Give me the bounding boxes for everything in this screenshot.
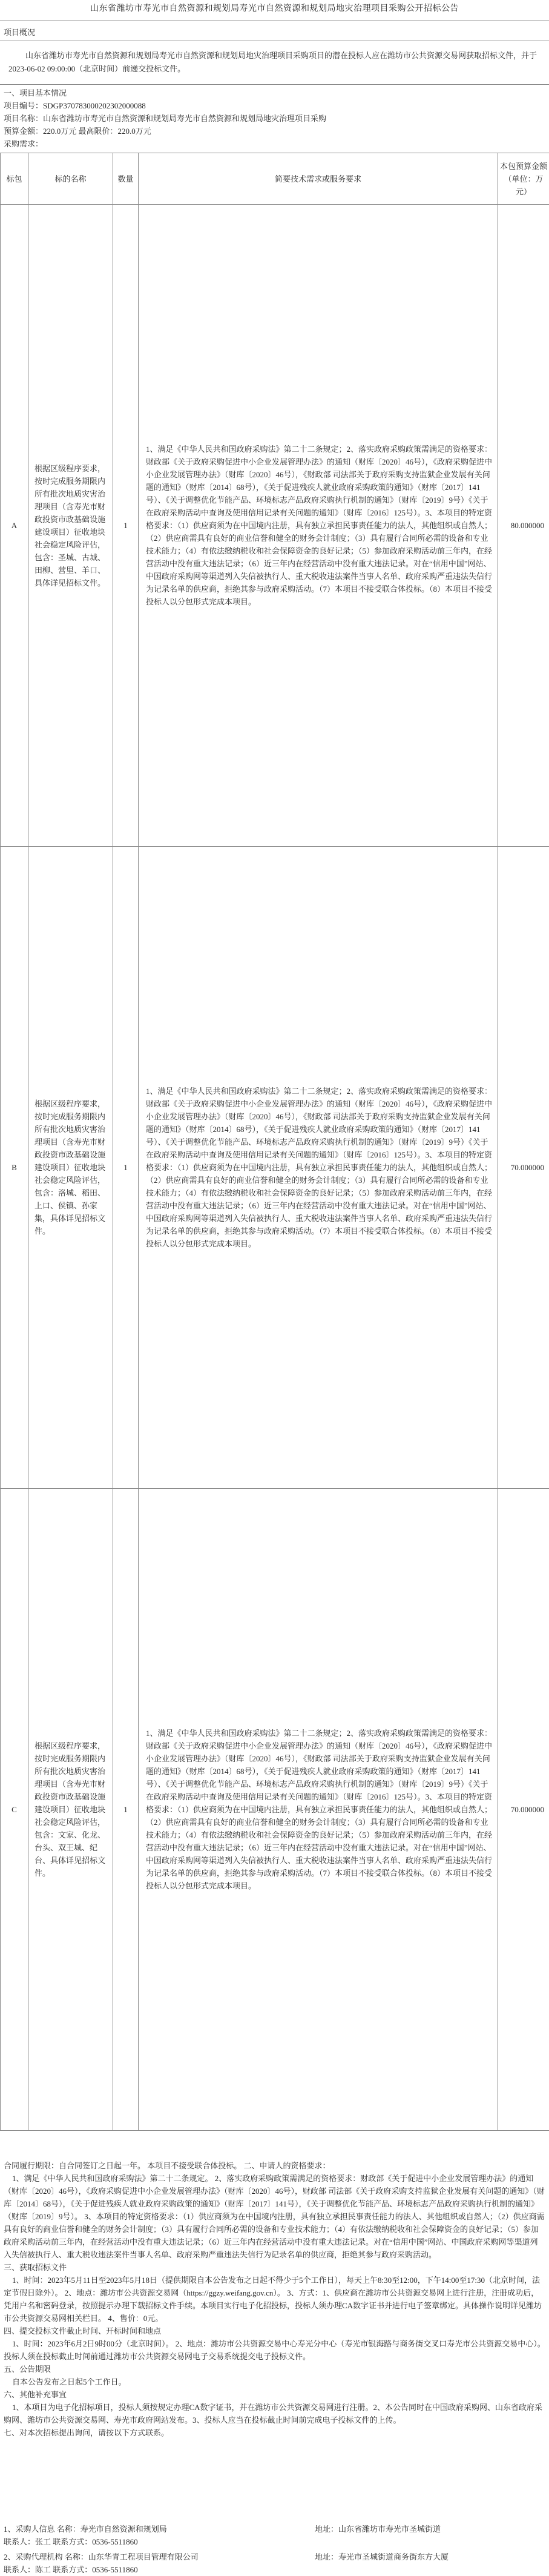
- section-heading: 一、项目基本情况: [4, 88, 67, 98]
- row-seq: C: [1, 1489, 28, 2131]
- row-name: 根据区级程序要求，按时完成服务期限内所有批次地质灾害治理项目（含寿光市财政投资市政基础设施建设项目）征收地块社会稳定风险评估，包含：文家、化龙、台头、双王城、纪台、具体详见招标文件。: [28, 1489, 113, 2131]
- row-num: 1: [113, 205, 139, 847]
- table-header-row: [1, 153, 549, 205]
- agent-contact: 联系人：陈工 联系方式：0536-5511860: [4, 2565, 138, 2574]
- header-req: 简要技术需求或服务要求: [139, 153, 498, 205]
- row-budget: 70.000000: [498, 1489, 549, 2131]
- row-seq: B: [1, 847, 28, 1489]
- buyer-address: 地址：山东省潍坊市寿光市圣城街道: [315, 2525, 441, 2534]
- contact-heading: 七、对本次招标提出询问，请按以下方式联系。: [4, 2428, 169, 2437]
- notice-heading: 五、公告期限: [4, 2365, 51, 2374]
- submit-heading: 四、提交投标文件截止时间、开标时间和地点: [4, 2326, 162, 2336]
- contract-period: 合同履行期限：自合同签订之日起一年。 本项目不接受联合体投标。 二、申请人的资格要求：: [4, 2161, 330, 2170]
- demand-label: 采购需求：: [4, 139, 44, 148]
- package-table-wrapper: [0, 153, 549, 2133]
- notice-text: 自本公告发布之日起5个工作日。: [12, 2377, 127, 2386]
- announcement-table: [0, 21, 549, 2574]
- row-requirement: 1、满足《中华人民共和国政府采购法》第二十二条规定；2、落实政府采购政策需满足的资格要求：财政部《关于政府采购促进中小企业发展管理办法》的通知（财库〔2020〕46号），《政府采购促进中小企业发展管理办法》（财库〔2020〕46号），《财政部 司法部关于政府采购支持监狱企业发展有关问题的通知》（财库〔2014〕68号），《关于促进残疾人就业政府采购政策的通知》（财库〔2017〕141号）、《关于调整优化节能产品、环境标志产品政府采购执行机制的通知》（财库〔2019〕9号）《关于在政府采购活动中查询及使用信用记录有关问题的通知》（财库〔2016〕125号）。3、本项目的特定资格要求：（1）供应商须为在中国境内注册，具有独立承担民事责任能力的法人，其他组织或自然人；（2）供应商需具有良好的商业信誉和健全的财务会计制度；（3）具有履行合同所必需的设备和专业技术能力；（4）有依法缴纳税收和社会保障资金的良好记录；（5）参加政府采购活动前三年内，在经营活动中没有重大违法记录；（6）近三年内在经营活动中没有重大违法记录。对在“信用中国”网站、中国政府采购网等渠道列入失信被执行人、重大税收违法案件当事人名单、政府采购严重违法失信行为记录名单的供应商，拒绝其参与政府采购活动。（7）本项目不接受联合体投标。（8）本项目不接受投标人以分包形式完成本项目。: [139, 1489, 498, 2131]
- row-name: 根据区级程序要求，按时完成服务期限内所有批次地质灾害治理项目（含寿光市财政投资市政基础设施建设项目）征收地块社会稳定风险评估，包含：圣城、古城、田柳、营里、羊口、具体详见招标文件。: [28, 205, 113, 847]
- intro-row: [0, 41, 549, 85]
- table-row: [1, 1489, 549, 2131]
- agent-name: 2、采购代理机构 名称：山东华青工程项目管理有限公司: [4, 2552, 199, 2561]
- row-num: 1: [113, 847, 139, 1489]
- overview-label: 项目概况: [4, 28, 36, 37]
- table-row: [1, 205, 549, 847]
- row-num: 1: [113, 1489, 139, 2131]
- package-table: [0, 153, 549, 2131]
- get-doc-text: 1、时间：2023年5月11日至2023年5月18日（提供期限自本公告发布之日起不得少于5个工作日），每天上午8:30至12:00，下午14:00至17:30（北京时间，法定节假日除外）。 2、地点：潍坊市公共资源交易网（https://ggzy.weifang.gov.cn）。 3、方式：1、供应商在潍坊市公共资源交易网上进行注册，注册成功后，凭用户名和密码登录，按照提示办理下载招标文件手续。本项目实行电子化招投标，投标人须办理CA数字证书并进行电子签章绑定。具体操作说明详见潍坊市公共资源交易网相关栏目。 4、售价：0元。: [4, 2276, 542, 2323]
- project-number: 项目编号：SDGP370783000202302000088: [4, 101, 146, 110]
- project-info-row: [0, 85, 549, 153]
- row-requirement: 1、满足《中华人民共和国政府采购法》第二十二条规定；2、落实政府采购政策需满足的资格要求：财政部《关于政府采购促进中小企业发展管理办法》的通知（财库〔2020〕46号），《政府采购促进中小企业发展管理办法》（财库〔2020〕46号），《财政部 司法部关于政府采购支持监狱企业发展有关问题的通知》（财库〔2014〕68号），《关于促进残疾人就业政府采购政策的通知》（财库〔2017〕141号）、《关于调整优化节能产品、环境标志产品政府采购执行机制的通知》（财库〔2019〕9号）《关于在政府采购活动中查询及使用信用记录有关问题的通知》（财库〔2016〕125号）。3、本项目的特定资格要求：（1）供应商须为在中国境内注册，具有独立承担民事责任能力的法人，其他组织或自然人；（2）供应商需具有良好的商业信誉和健全的财务会计制度；（3）具有履行合同所必需的设备和专业技术能力；（4）有依法缴纳税收和社会保障资金的良好记录；（5）参加政府采购活动前三年内，在经营活动中没有重大违法记录；（6）近三年内在经营活动中没有重大违法记录。对在“信用中国”网站、中国政府采购网等渠道列入失信被执行人、重大税收违法案件当事人名单、政府采购严重违法失信行为记录名单的供应商，拒绝其参与政府采购活动。（7）本项目不接受联合体投标。（8）本项目不接受投标人以分包形式完成本项目。: [139, 847, 498, 1489]
- requirement-text: 1、满足《中华人民共和国政府采购法》第二十二条规定。 2、落实政府采购政策需满足的资格要求：财政部《关于促进中小企业发展管理办法》的通知（财库〔2020〕46号），《政府采购促进中小企业发展管理办法》（财库〔2020〕46号），财政部 司法部《关于政府采购支持监狱企业发展有关问题的通知》（财库〔2014〕68号），《关于促进残疾人就业政府采购政策的通知》（财库〔2017〕141号），《关于调整优化节能产品、环境标志产品政府采购执行机制的通知》（财库〔2019〕9号）。 3、本项目的特定资格要求：（1）供应商须为在中国境内注册，具有独立承担民事责任能力的法人、其他组织或自然人；（2）供应商需具有良好的商业信誉和健全的财务会计制度；（3）具有履行合同所必需的设备和专业技术能力；（4）有依法缴纳税收和社会保障资金的良好记录；（5）参加政府采购活动前三年内，在经营活动中没有重大违法记录；（6）近三年内在经营活动中没有重大违法记录。对在“信用中国”网站、中国政府采购网等渠道列入失信被执行人、重大税收违法案件当事人名单、政府采购严重违法失信行为记录名单的供应商，拒绝其参与政府采购活动。: [4, 2174, 545, 2259]
- project-name: 项目名称：山东省潍坊市寿光市自然资源和规划局寿光市自然资源和规划局地灾治理项目采购: [4, 114, 327, 123]
- row-seq: A: [1, 205, 28, 847]
- row-name: 根据区级程序要求，按时完成服务期限内所有批次地质灾害治理项目（含寿光市财政投资市政基础设施建设项目）征收地块社会稳定风险评估，包含：洛城、稻田、上口、侯镇、孙家集，具体详见招标文件。: [28, 847, 113, 1489]
- submit-text: 1、时间：2023年6月2日9时00分（北京时间）。 2、地点：潍坊市公共资源交易中心寿光分中心（寿光市银海路与商务街交叉口寿光市公共资源交易中心）。投标人须在投标截止时间前通过潍坊市公共资源交易网电子交易系统提交电子投标文件。: [4, 2339, 545, 2361]
- agent-address: 地址：寿光市圣城街道商务街东方大厦: [315, 2552, 449, 2561]
- requirements-section: [0, 2159, 549, 2439]
- page-title: 山东省潍坊市寿光市自然资源和规划局寿光市自然资源和规划局地灾治理项目采购公开招标公告: [90, 4, 459, 13]
- overview-header-row: [0, 21, 549, 41]
- header-budget: 本包预算金额（单位：万元）: [498, 153, 549, 205]
- row-budget: 70.000000: [498, 847, 549, 1489]
- project-budget: 预算金额：220.0万元 最高限价：220.0万元: [4, 127, 151, 136]
- intro-text: 山东省潍坊市寿光市自然资源和规划局寿光市自然资源和规划局地灾治理项目采购项目的潜在投标人应在潍坊市公共资源交易网获取招标文件，并于2023-06-02 09:00:00（北京时间）前递交投标文件。: [8, 51, 537, 73]
- row-budget: 80.000000: [498, 205, 549, 847]
- get-doc-heading: 三、获取招标文件: [4, 2263, 67, 2272]
- other-text: 1、本项目为电子化招标项目，投标人须按规定办理CA数字证书，并在潍坊市公共资源交易网进行注册。2、本公告同时在中国政府采购网、山东省政府采购网、潍坊市公共资源交易网、寿光市政府网站发布。3、投标人应当在投标截止时间前完成电子投标文件的上传。: [4, 2403, 543, 2425]
- row-requirement: 1、满足《中华人民共和国政府采购法》第二十二条规定；2、落实政府采购政策需满足的资格要求：财政部《关于政府采购促进中小企业发展管理办法》的通知（财库〔2020〕46号），《政府采购促进中小企业发展管理办法》（财库〔2020〕46号），《财政部 司法部关于政府采购支持监狱企业发展有关问题的通知》（财库〔2014〕68号），《关于促进残疾人就业政府采购政策的通知》（财库〔2017〕141号）、《关于调整优化节能产品、环境标志产品政府采购执行机制的通知》（财库〔2019〕9号）《关于在政府采购活动中查询及使用信用记录有关问题的通知》（财库〔2016〕125号）。3、本项目的特定资格要求：（1）供应商须为在中国境内注册，具有独立承担民事责任能力的法人，其他组织或自然人；（2）供应商需具有良好的商业信誉和健全的财务会计制度；（3）具有履行合同所必需的设备和专业技术能力；（4）有依法缴纳税收和社会保障资金的良好记录；（5）参加政府采购活动前三年内，在经营活动中没有重大违法记录；（6）近三年内在经营活动中没有重大违法记录。对在“信用中国”网站、中国政府采购网等渠道列入失信被执行人、重大税收违法案件当事人名单、政府采购严重违法失信行为记录名单的供应商，拒绝其参与政府采购活动。（7）本项目不接受联合体投标。（8）本项目不接受投标人以分包形式完成本项目。: [139, 205, 498, 847]
- header-name: 标的名称: [28, 153, 113, 205]
- buyer-name: 1、采购人信息 名称：寿光市自然资源和规划局: [4, 2525, 167, 2534]
- buyer-contact: 联系人：张工 联系方式：0536-5511860: [4, 2537, 138, 2546]
- table-row: [1, 847, 549, 1489]
- header-seq: 标包: [1, 153, 28, 205]
- other-heading: 六、其他补充事宜: [4, 2390, 67, 2399]
- header-num: 数量: [113, 153, 139, 205]
